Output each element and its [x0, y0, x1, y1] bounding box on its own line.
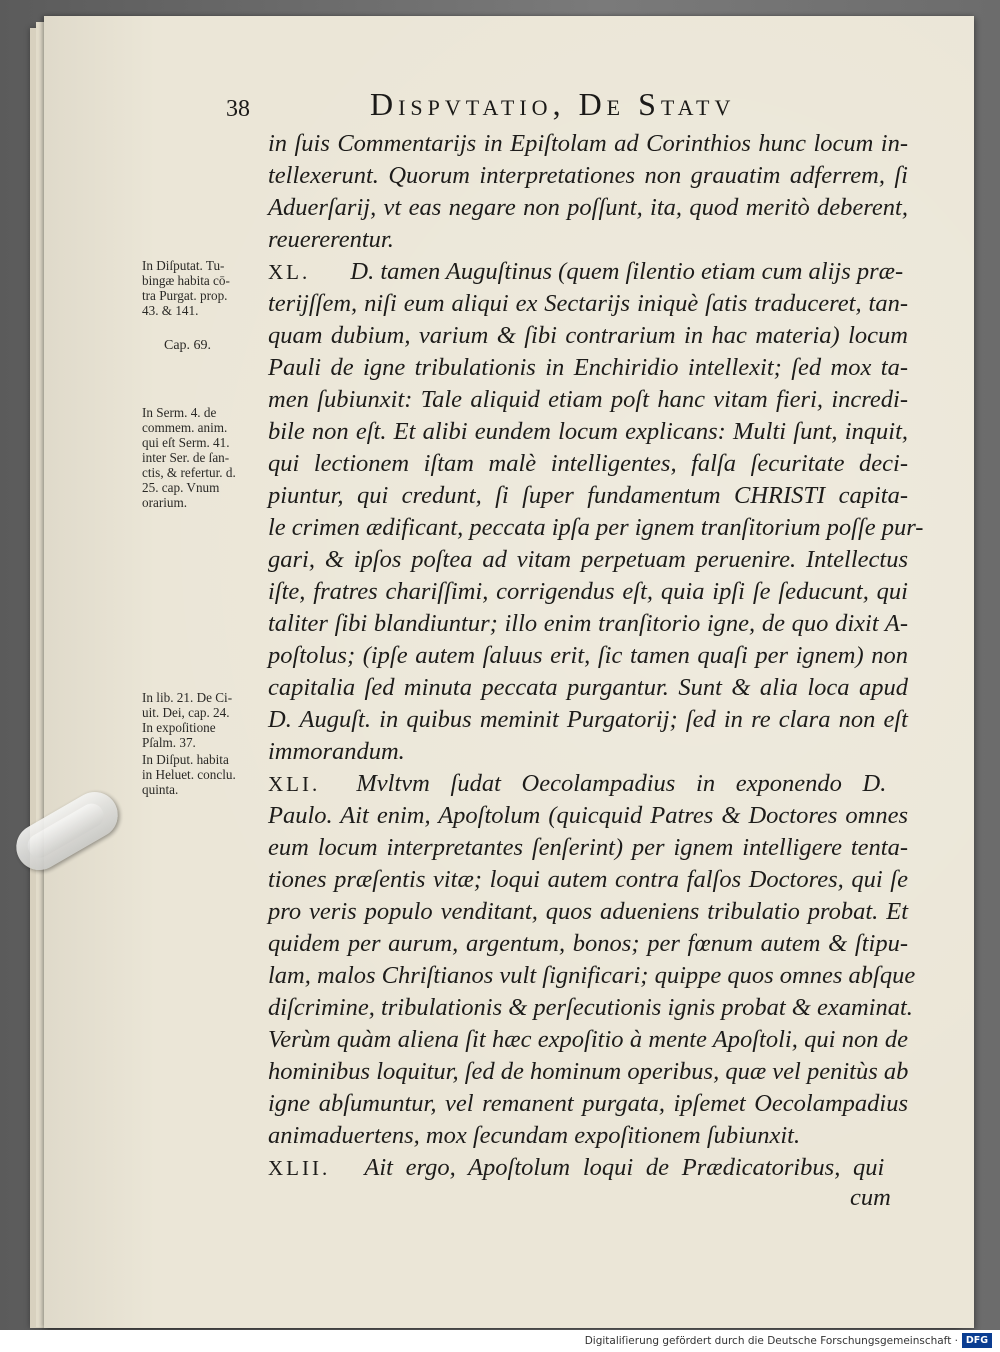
footer-credit: Digitaliſierung gefördert durch die Deutsche Forschungsgemeinschaft ·: [584, 1335, 958, 1347]
paragraph-41-first-line: [268, 768, 908, 800]
body-line: diſcrimine, tribulationis & perſecutionis ignis probat & examinat.: [268, 994, 913, 1021]
body-line: reuererentur.: [268, 226, 394, 253]
body-line: gari, & ipſos poſtea ad vitam perpetuam peruenire. Intellectus: [268, 546, 908, 573]
body-line: Paulo. Ait enim, Apoſtolum (quicquid Patres & Doctores omnes: [268, 802, 908, 829]
paragraph-42-first-line: [268, 1152, 908, 1184]
paragraph-40-first-line: [268, 256, 908, 288]
body-line: tiones præſentis vitæ; loqui autem contra falſos Doctores, qui ſe: [268, 866, 908, 893]
body-line: Ait ergo, Apoſtolum loqui de Prædicatoribus, qui: [364, 1154, 885, 1181]
body-line: Pauli de igne tribulationis in Enchiridio intellexit; ſed mox ta-: [268, 354, 908, 381]
paragraph-number: XLII.: [268, 1156, 331, 1180]
margin-note-line: bingæ habita cō-: [142, 273, 230, 288]
margin-note-line: qui eſt Serm. 41.: [142, 435, 230, 450]
margin-note: [142, 752, 264, 797]
margin-note-line: uit. Dei, cap. 24.: [142, 705, 230, 720]
margin-note-line: commem. anim.: [142, 420, 228, 435]
body-line: bile non eſt. Et alibi eundem locum explicans: Multi ſunt, inquit,: [268, 418, 908, 445]
body-line: hominibus loquitur, ſed de hominum operibus, quæ vel penitùs ab: [268, 1058, 909, 1085]
body-line: taliter ſibi blandiuntur; illo enim tranſitorio igne, de quo dixit A-: [268, 610, 908, 637]
catchword: cum: [850, 1184, 891, 1211]
body-line: Verùm quàm aliena ſit hæc expoſitio à mente Apoſtoli, qui non de: [268, 1026, 908, 1053]
body-line: in ſuis Commentarijs in Epiſtolam ad Corinthios hunc locum in-: [268, 130, 908, 157]
body-line: quam dubium, varium & ſibi contrarium in hac materia) locum: [268, 322, 908, 349]
body-line: D. tamen Auguſtinus (quem ſilentio etiam cum alijs præ-: [350, 258, 904, 285]
body-line: quidem per aurum, argentum, bonos; per fœnum autem & ſtipu-: [268, 930, 908, 957]
margin-note-line: In lib. 21. De Ci-: [142, 690, 233, 705]
margin-note-line: orarium.: [142, 495, 188, 510]
body-line: lam, malos Chriſtianos vult ſignificari; quippe quos omnes abſque: [268, 962, 916, 989]
margin-note-line: 25. cap. Vnum: [142, 480, 220, 495]
margin-note-line: In expoſitione: [142, 720, 216, 735]
body-line: eum locum interpretantes ſenſerint) per ignem intelligere tenta-: [268, 834, 908, 861]
body-line: igne abſumuntur, vel remanent purgata, ipſemet Oecolampadius: [268, 1090, 908, 1117]
margin-note: [142, 258, 264, 318]
body-line: men ſubiunxit: Tale aliquid etiam poſt hanc vitam fieri, incredi-: [268, 386, 908, 413]
margin-note-line: 43. & 141.: [142, 303, 199, 318]
paragraph-number: XL.: [268, 260, 311, 284]
body-line: tellexerunt. Quorum interpretationes non grauatim adferrem, ſi: [268, 162, 908, 189]
margin-note-line: in Heluet. conclu.: [142, 767, 236, 782]
body-line: D. Auguſt. in quibus meminit Purgatorij; ſed in re clara non eſt: [268, 706, 908, 733]
margin-note: [142, 405, 264, 510]
margin-note-line: Cap. 69.: [164, 338, 212, 353]
dfg-logo: DFG: [962, 1333, 992, 1348]
body-line: immorandum.: [268, 738, 405, 765]
body-line: le crimen ædificant, peccata ipſa per ignem tranſitorium poſſe pur-: [268, 514, 924, 541]
margin-note-line: In Diſputat. Tu-: [142, 258, 225, 273]
body-line: poſtolus; (ipſe autem ſaluus erit, ſic tamen quaſi per ignem) non: [268, 642, 908, 669]
running-head: Dispvtatio, De Statv: [370, 86, 736, 122]
margin-note-line: inter Ser. de ſan-: [142, 450, 230, 465]
body-line: Aduerſarij, vt eas negare non poſſunt, ita, quod meritò deberent,: [268, 194, 908, 221]
paragraph-number: XLI.: [268, 772, 321, 796]
margin-note-line: tra Purgat. prop.: [142, 288, 228, 303]
body-line: animaduertens, mox ſecundam expoſitionem ſubiunxit.: [268, 1122, 801, 1149]
page-number: 38: [226, 96, 250, 122]
body-line: terijſſem, niſi eum aliqui ex Sectarijs iniquè ſatis traduceret, tan-: [268, 290, 908, 317]
body-line: capitalia ſed minuta peccata purgantur. Sunt & alia loca apud: [268, 674, 908, 701]
margin-note-line: In Serm. 4. de: [142, 405, 217, 420]
body-line: pro veris populo venditant, quos adueniens tribulatio probat. Et: [268, 898, 908, 925]
margin-note-line: Pſalm. 37.: [142, 735, 196, 750]
body-line: Mvltvm ſudat Oecolampadius in exponendo D.: [356, 770, 887, 797]
margin-note: [164, 338, 286, 353]
margin-note-line: In Diſput. habita: [142, 752, 229, 767]
body-line: iſte, fratres chariſſimi, corrigendus eſt, quia ipſi ſe ſeducunt, qui: [268, 578, 908, 605]
margin-note: [142, 690, 264, 750]
margin-note-line: ctis, & refertur. d.: [142, 465, 236, 480]
margin-note-line: quinta.: [142, 782, 179, 797]
body-line: piuntur, qui credunt, ſi ſuper fundamentum CHRISTI capita-: [268, 482, 908, 509]
body-line: qui lectionem iſtam malè intelligentes, falſa ſecuritate deci-: [268, 450, 908, 477]
